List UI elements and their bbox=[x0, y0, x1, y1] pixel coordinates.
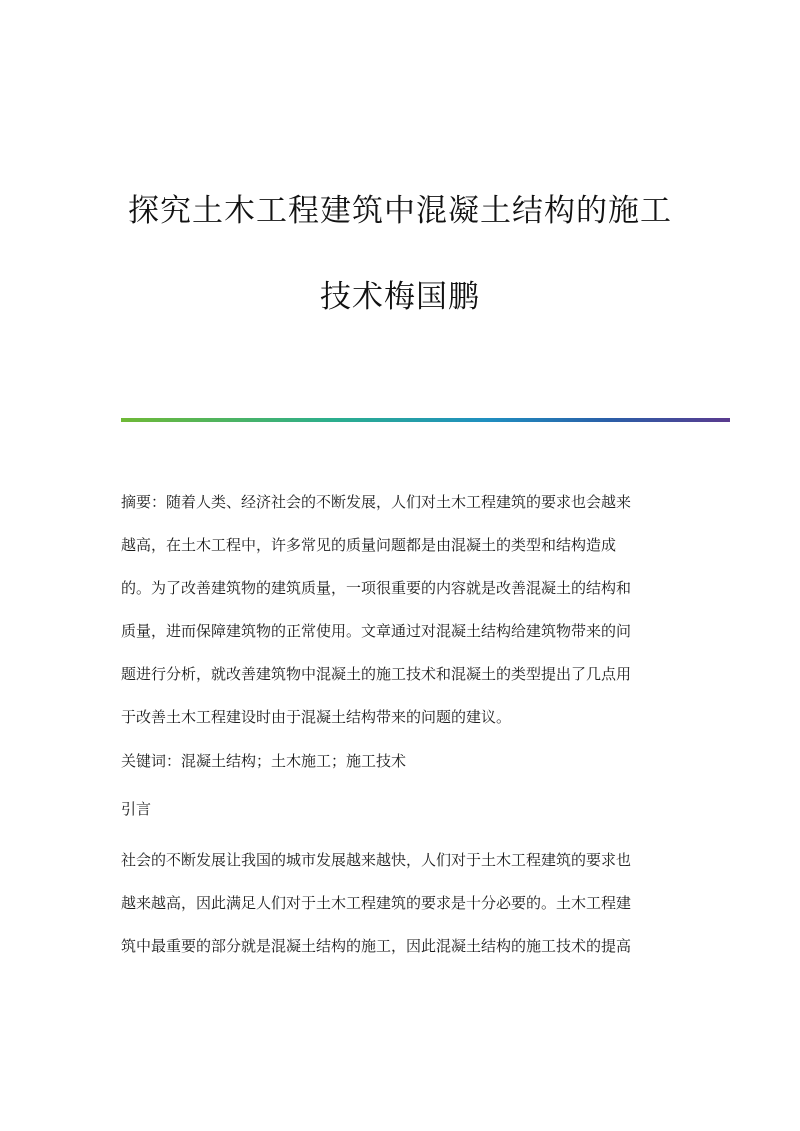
document-title-line-1: 探究土木工程建筑中混凝土结构的施工 bbox=[128, 193, 672, 229]
abstract-line: 质量，进而保障建筑物的正常使用。文章通过对混凝土结构给建筑物带来的问 bbox=[121, 622, 632, 640]
intro-line: 越来越高，因此满足人们对于土木工程建筑的要求是十分必要的。土木工程建 bbox=[121, 894, 632, 912]
intro-line: 社会的不断发展让我国的城市发展越来越快，人们对于土木工程建筑的要求也 bbox=[121, 851, 632, 869]
abstract-line: 于改善土木工程建设时由于混凝土结构带来的问题的建议。 bbox=[121, 708, 512, 726]
document-title-line-2: 技术梅国鹏 bbox=[320, 279, 480, 315]
abstract-line: 题进行分析，就改善建筑物中混凝土的施工技术和混凝土的类型提出了几点用 bbox=[121, 665, 632, 683]
keywords-text: 关键词：混凝土结构；土木施工；施工技术 bbox=[121, 752, 407, 770]
title-divider bbox=[121, 418, 730, 422]
abstract-line: 的。为了改善建筑物的建筑质量，一项很重要的内容就是改善混凝土的结构和 bbox=[121, 579, 632, 597]
abstract-line: 越高，在土木工程中，许多常见的质量问题都是由混凝土的类型和结构造成 bbox=[121, 536, 617, 554]
abstract-line: 摘要：随着人类、经济社会的不断发展，人们对土木工程建筑的要求也会越来 bbox=[121, 493, 632, 511]
intro-heading-text: 引言 bbox=[121, 800, 152, 818]
intro-line: 筑中最重要的部分就是混凝土结构的施工，因此混凝土结构的施工技术的提高 bbox=[121, 937, 632, 955]
